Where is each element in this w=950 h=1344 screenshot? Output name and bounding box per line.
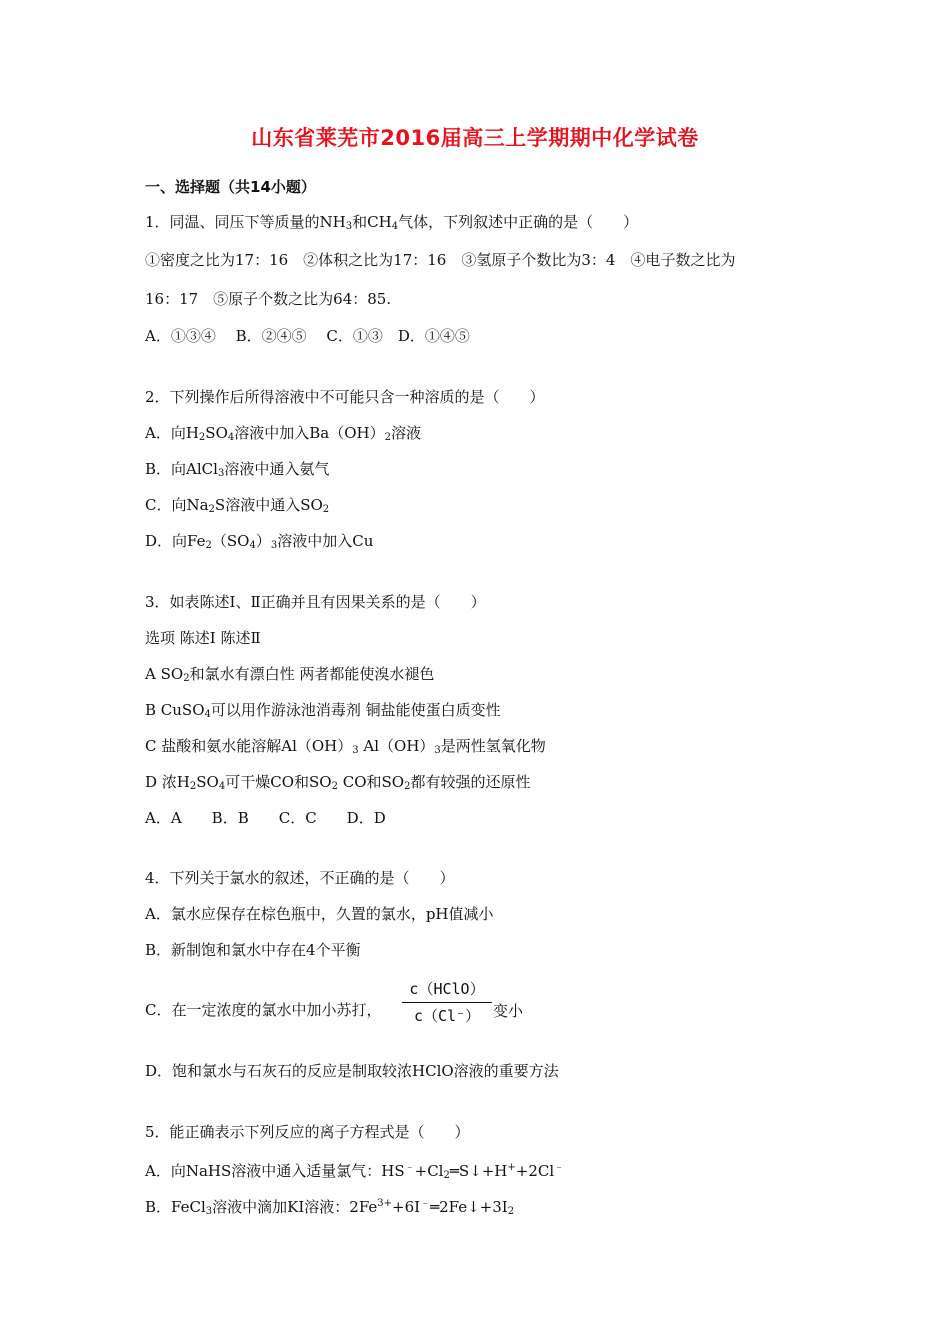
- q1-stem: 1．同温、同压下等质量的$NH_3$和$CH_4$气体，下列叙述中正确的是（ ）: [145, 213, 639, 232]
- q3-table-header: 选项 陈述Ⅰ 陈述Ⅱ: [145, 629, 261, 647]
- q5-option-a: A．向NaHS溶液中通入适量氯气：$HS^﹣+Cl_2═S↓+H^++2Cl^﹣$: [145, 1162, 565, 1181]
- fraction-denominator: c（Cl⁻）: [413, 1007, 481, 1025]
- q2-option-d: D．向$Fe_2(SO_4)_3$溶液中加入Cu: [145, 532, 374, 551]
- section-heading: 一、选择题（共14小题）: [145, 178, 316, 196]
- fraction-bar: [402, 1002, 492, 1003]
- q4-stem: 4．下列关于氯水的叙述，不正确的是（ ）: [145, 869, 455, 887]
- q3-row-b: B CuSO$_4$可以用作游泳池消毒剂 铜盐能使蛋白质变性: [145, 701, 501, 720]
- q2-option-a: A．向$H_2SO_4$溶液中加入$Ba(OH)_2$溶液: [145, 424, 421, 443]
- page-title: 山东省莱芜市2016届高三上学期期中化学试卷: [251, 126, 699, 150]
- q2-option-b: B．向AlCl$_3$溶液中通入氨气: [145, 460, 330, 479]
- q4-option-d: D．饱和氯水与石灰石的反应是制取较浓HClO溶液的重要方法: [145, 1062, 559, 1080]
- q4-option-c: C．在一定浓度的氯水中加小苏打，: [145, 1001, 382, 1019]
- fraction-numerator: c（HClO）: [409, 980, 485, 998]
- q3-row-a: A $SO_2$和氯水有漂白性 两者都能使溴水褪色: [145, 665, 435, 684]
- q1-options: A．①③④ B．②④⑤ C．①③ D．①④⑤: [145, 327, 470, 345]
- q4-fraction: [402, 978, 492, 1027]
- q5-option-b: B．FeCl$_3$溶液中滴加KI溶液：$2Fe^{3+}+6I^﹣═2Fe↓+3I_2$: [145, 1198, 515, 1217]
- q3-row-c: C 盐酸和氨水能溶解$Al(OH)_3$ $Al(OH)_3$是两性氢氧化物: [145, 737, 546, 756]
- q1-items-line1: ①密度之比为17：16 ②体积之比为17：16 ③氢原子个数比为3：4 ④电子数之比为: [145, 251, 736, 269]
- q1-items-line2: 16：17 ⑤原子个数之比为64：85.: [145, 290, 392, 308]
- q5-stem: 5．能正确表示下列反应的离子方程式是（ ）: [145, 1123, 470, 1141]
- q2-stem: 2．下列操作后所得溶液中不可能只含一种溶质的是（ ）: [145, 388, 545, 406]
- q4-option-b: B．新制饱和氯水中存在4个平衡: [145, 941, 361, 959]
- q4-option-a: A．氯水应保存在棕色瓶中，久置的氯水，pH值减小: [145, 905, 494, 923]
- q4-option-c-tail: 变小: [493, 1002, 524, 1020]
- q3-row-d: D 浓$H_2SO_4$可干燥CO和$SO_2$ CO和$SO_2$都有较强的还原性: [145, 773, 531, 792]
- q2-option-c: C．向$Na_2S$溶液中通入$SO_2$: [145, 496, 330, 515]
- q3-stem: 3．如表陈述Ⅰ、Ⅱ正确并且有因果关系的是（ ）: [145, 593, 486, 611]
- q3-options: A．A B．B C．C D．D: [145, 809, 386, 827]
